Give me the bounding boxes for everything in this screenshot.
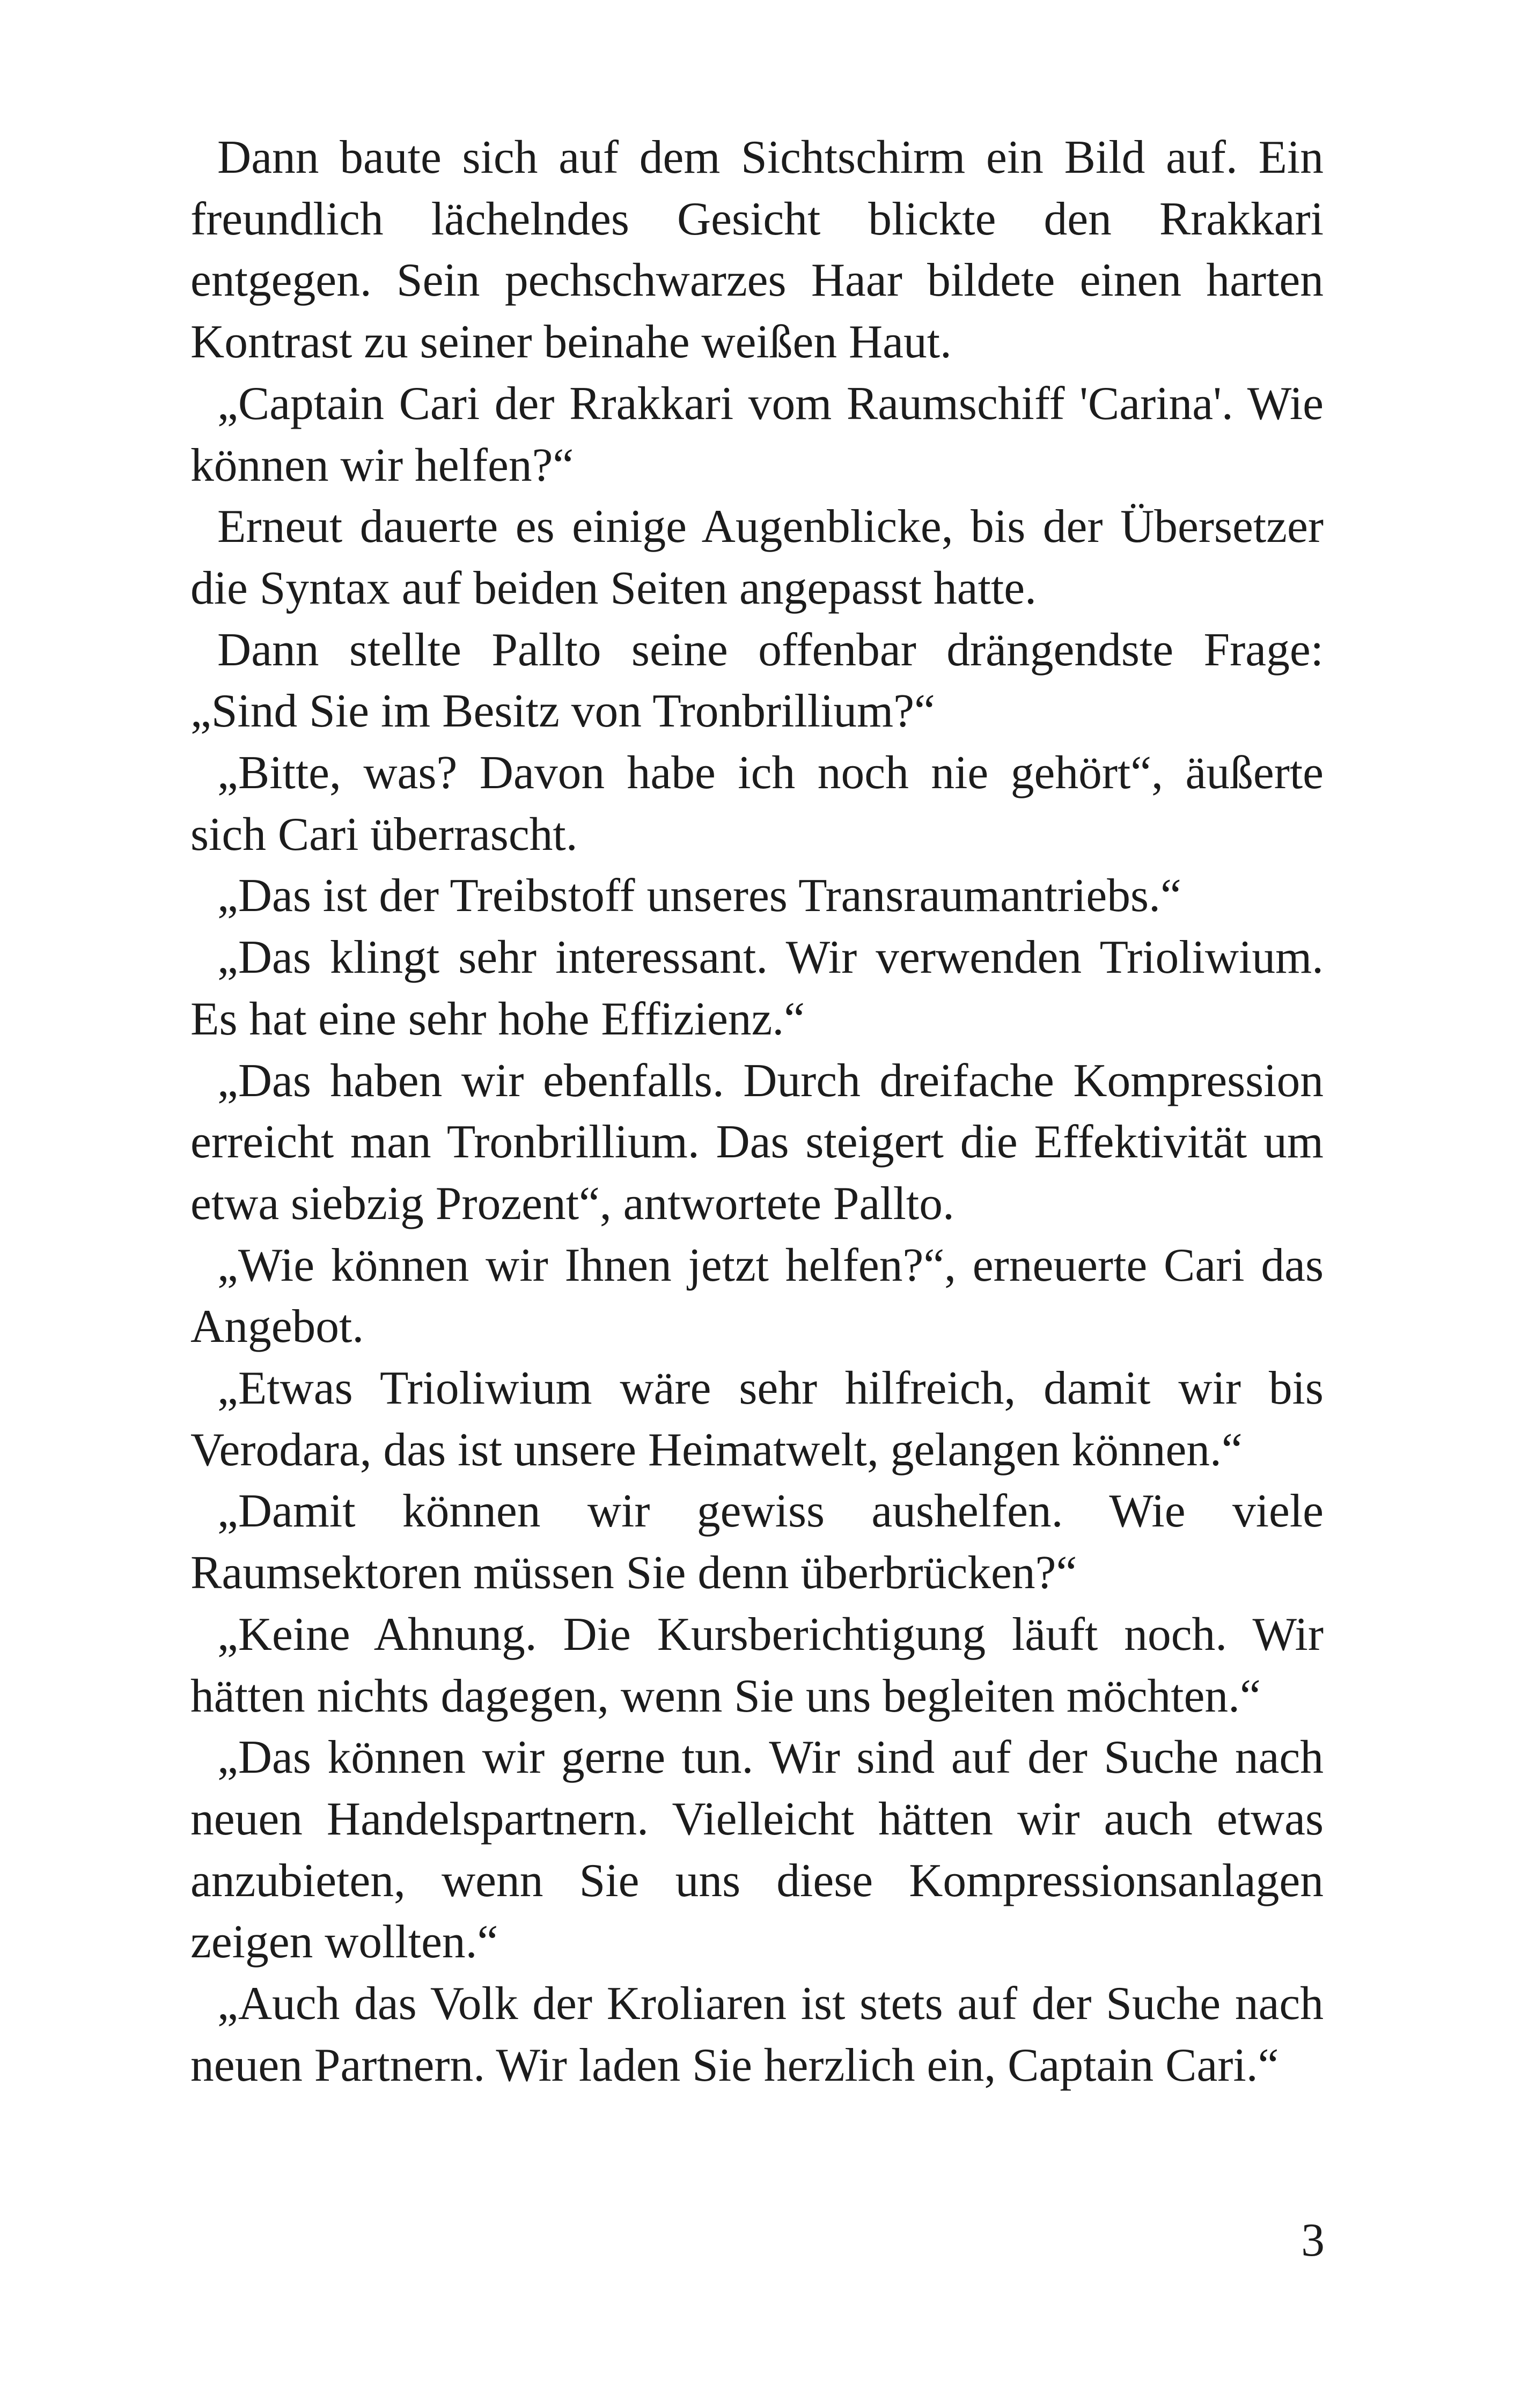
paragraph: Dann stellte Pallto seine offenbar drängendste Frage: „Sind Sie im Besitz von Tronbrillium?“ — [190, 623, 1324, 737]
paragraph: „Auch das Volk der Kroliaren ist stets auf der Suche nach neuen Partnern. Wir laden Sie herzlich ein, Captain Cari.“ — [190, 1977, 1324, 2091]
paragraph: „Bitte, was? Davon habe ich noch nie gehört“, äußerte sich Cari überrascht. — [190, 746, 1324, 860]
paragraph: Erneut dauerte es einige Augenblicke, bis der Übersetzer die Syntax auf beiden Seiten angepasst hatte. — [190, 500, 1324, 614]
page-body — [190, 127, 1324, 2096]
page-number: 3 — [1301, 2214, 1325, 2266]
paragraph: „Das können wir gerne tun. Wir sind auf der Suche nach neuen Handelspartnern. Vielleicht hätten wir auch etwas anzubieten, wenn Sie uns diese Kompressionsanlagen zeigen wollten.“ — [190, 1731, 1324, 1968]
paragraph: „Das klingt sehr interessant. Wir verwenden Trioliwium. Es hat eine sehr hohe Effizienz.“ — [190, 931, 1324, 1045]
paragraph: „Captain Cari der Rrakkari vom Raumschiff 'Carina'. Wie können wir helfen?“ — [190, 377, 1324, 491]
paragraph: „Etwas Trioliwium wäre sehr hilfreich, damit wir bis Verodara, das ist unsere Heimatwelt, gelangen können.“ — [190, 1362, 1324, 1475]
paragraph: „Das ist der Treibstoff unseres Transraumantriebs.“ — [217, 869, 1181, 922]
paragraph: „Das haben wir ebenfalls. Durch dreifache Kompression erreicht man Tronbrillium. Das steigert die Effektivität um etwa siebzig Prozent“, antwortete Pallto. — [190, 1054, 1324, 1229]
paragraph: „Wie können wir Ihnen jetzt helfen?“, erneuerte Cari das Angebot. — [190, 1238, 1324, 1353]
paragraph: „Keine Ahnung. Die Kursberichtigung läuft noch. Wir hätten nichts dagegen, wenn Sie uns begleiten möchten.“ — [190, 1607, 1324, 1722]
paragraph: „Damit können wir gewiss aushelfen. Wie viele Raumsektoren müssen Sie denn überbrücken?“ — [190, 1485, 1324, 1599]
paragraph: Dann baute sich auf dem Sichtschirm ein Bild auf. Ein freundlich lächelndes Gesicht blickte den Rrakkari entgegen. Sein pechschwarzes Haar bildete einen harten Kontrast zu seiner beinahe weißen Haut. — [190, 131, 1324, 368]
